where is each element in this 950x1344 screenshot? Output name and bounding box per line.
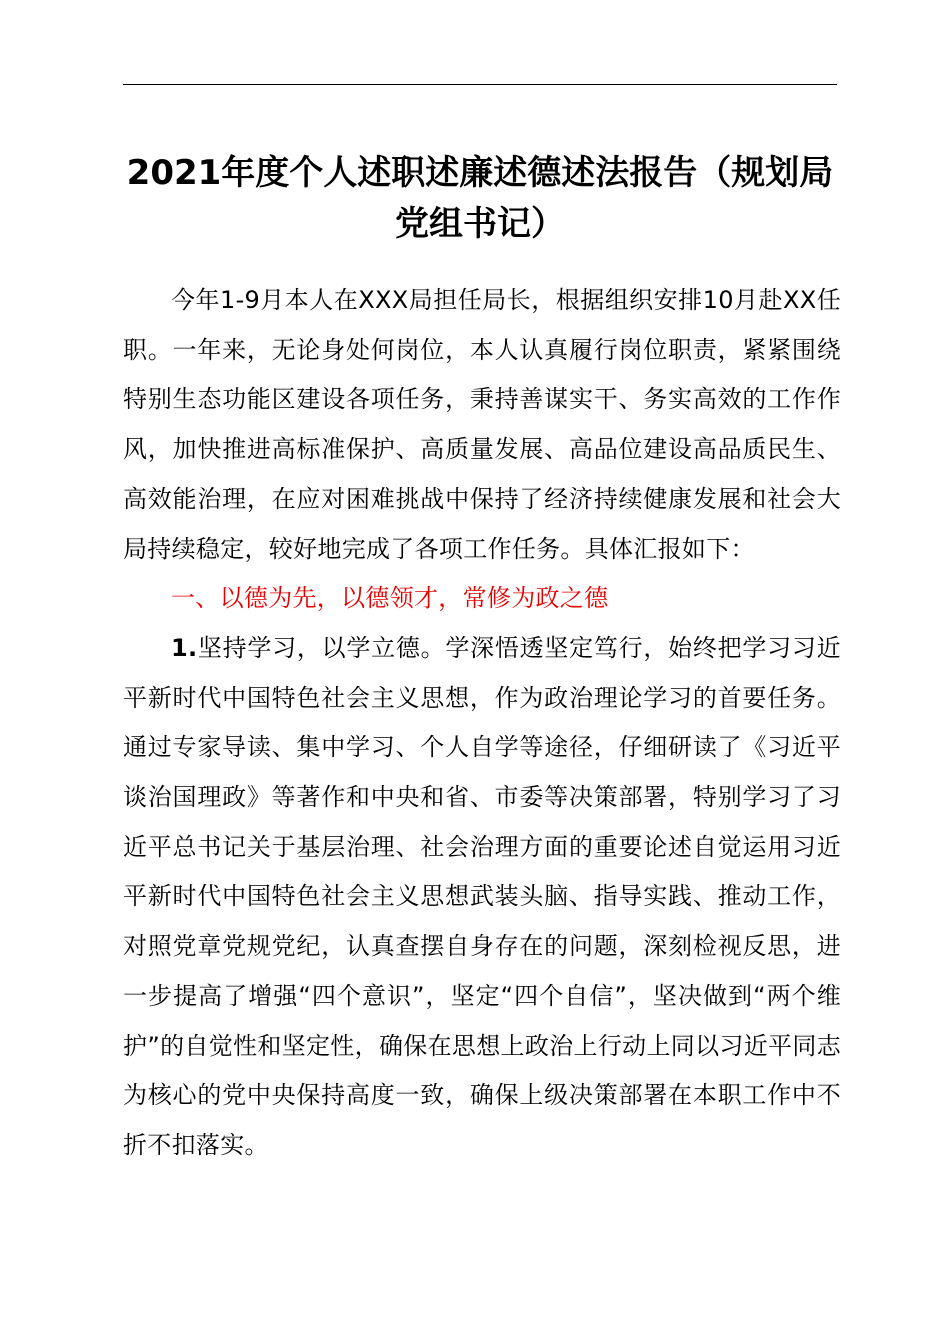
- item-text: 坚持学习，以学立德。学深悟透坚定笃行，始终把学习习近平新时代中国特色社会主义思想，作为政治理论学习的首要任务。通过专家导读、集中学习、个人自学等途径，仔细研读了《习近平谈治国理政》等著作和中央和省、市委等决策部署，特别学习了习近平总书记关于基层治理、社会治理方面的重要论述自觉运用习近平新时代中国特色社会主义思想武装头脑、指导实践、推动工作，对照党章党规党纪，认真查摆自身存在的问题，深刻检视反思，进一步提高了增强“四个意识”，坚定“四个自信”，坚决做到“两个维护”的自觉性和坚定性，确保在思想上政治上行动上同以习近平同志为核心的党中央保持高度一致，确保上级决策部署在本职工作中不折不扣落实。: [123, 633, 841, 1159]
- item-paragraph: [123, 624, 841, 1171]
- document-body: [123, 276, 841, 1171]
- section-heading: 一、以德为先，以德领才，常修为政之德: [171, 584, 609, 613]
- intro-paragraph: 今年1-9月本人在XXX局担任局长，根据组织安排10月赴XX任职。一年来，无论身处何岗位，本人认真履行岗位职责，紧紧围绕特别生态功能区建设各项任务，秉持善谋实干、务实高效的工作作风，加快推进高标准保护、高质量发展、高品位建设高品质民生、高效能治理，在应对困难挑战中保持了经济持续健康发展和社会大局持续稳定，较好地完成了各项工作任务。具体汇报如下：: [123, 286, 841, 563]
- document-title: 2021年度个人述职述廉述德述法报告（规划局党组书记）: [126, 153, 834, 244]
- item-number: 1.: [171, 633, 198, 662]
- header-rule: [123, 84, 837, 85]
